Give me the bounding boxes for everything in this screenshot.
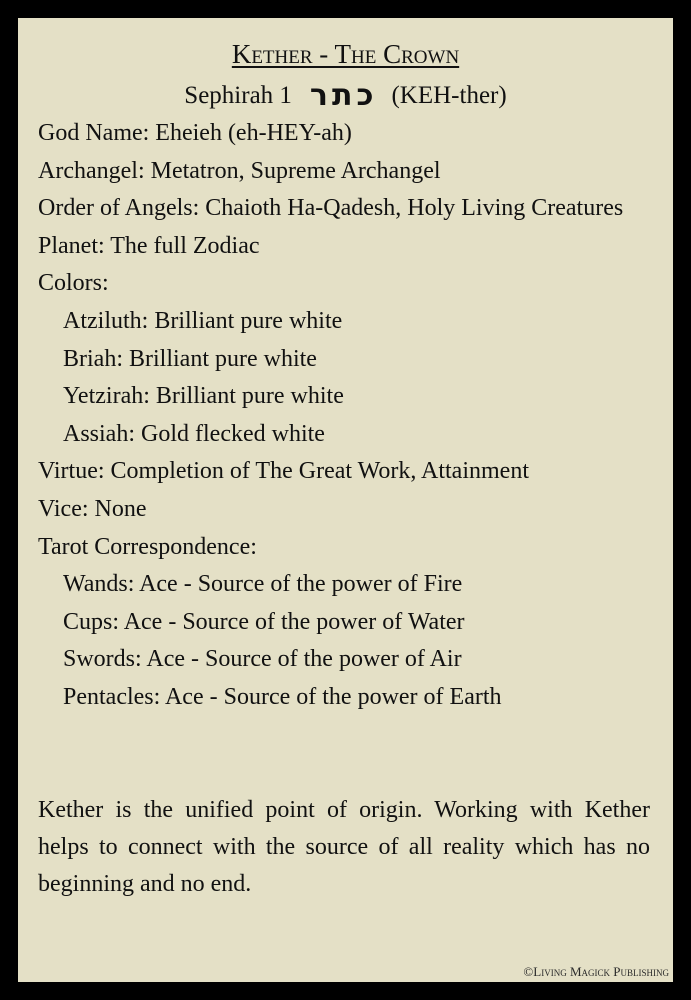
- vice-line: Vice: None: [38, 495, 147, 522]
- correspondence-list: [38, 115, 658, 717]
- tarot-cups: Cups: Ace - Source of the power of Water: [63, 608, 465, 635]
- sephirah-number: Sephirah 1: [184, 82, 292, 109]
- hebrew-name: כתר: [309, 78, 378, 113]
- tarot-pentacles: Pentacles: Ace - Source of the power of Earth: [63, 683, 502, 710]
- planet-line: Planet: The full Zodiac: [38, 232, 260, 259]
- copyright-footer: ©Living Magick Publishing: [523, 964, 669, 979]
- color-briah: Briah: Brilliant pure white: [63, 345, 317, 372]
- tarot-label: Tarot Correspondence:: [38, 533, 257, 560]
- color-atziluth: Atziluth: Brilliant pure white: [63, 307, 343, 334]
- card-title: Kether - The Crown: [231, 39, 460, 69]
- color-assiah: Assiah: Gold flecked white: [63, 420, 325, 447]
- archangel-line: Archangel: Metatron, Supreme Archangel: [38, 157, 441, 184]
- tarot-swords: Swords: Ace - Source of the power of Air: [63, 646, 462, 673]
- tarot-wands: Wands: Ace - Source of the power of Fire: [63, 571, 463, 598]
- virtue-line: Virtue: Completion of The Great Work, Attainment: [38, 458, 529, 485]
- pronunciation: (KEH-ther): [391, 82, 507, 109]
- colors-label: Colors:: [38, 270, 109, 297]
- card-subtitle: [18, 80, 673, 112]
- color-yetzirah: Yetzirah: Brilliant pure white: [63, 383, 344, 410]
- order-of-angels-line: Order of Angels: Chaioth Ha-Qadesh, Holy Living Creatures: [38, 195, 624, 222]
- description: Kether is the unified point of origin. Working with Kether helps to connect with the source of all reality which has no beginning and no end.: [38, 797, 650, 897]
- god-name-line: God Name: Eheieh (eh-HEY-ah): [38, 120, 352, 146]
- card: [18, 18, 673, 982]
